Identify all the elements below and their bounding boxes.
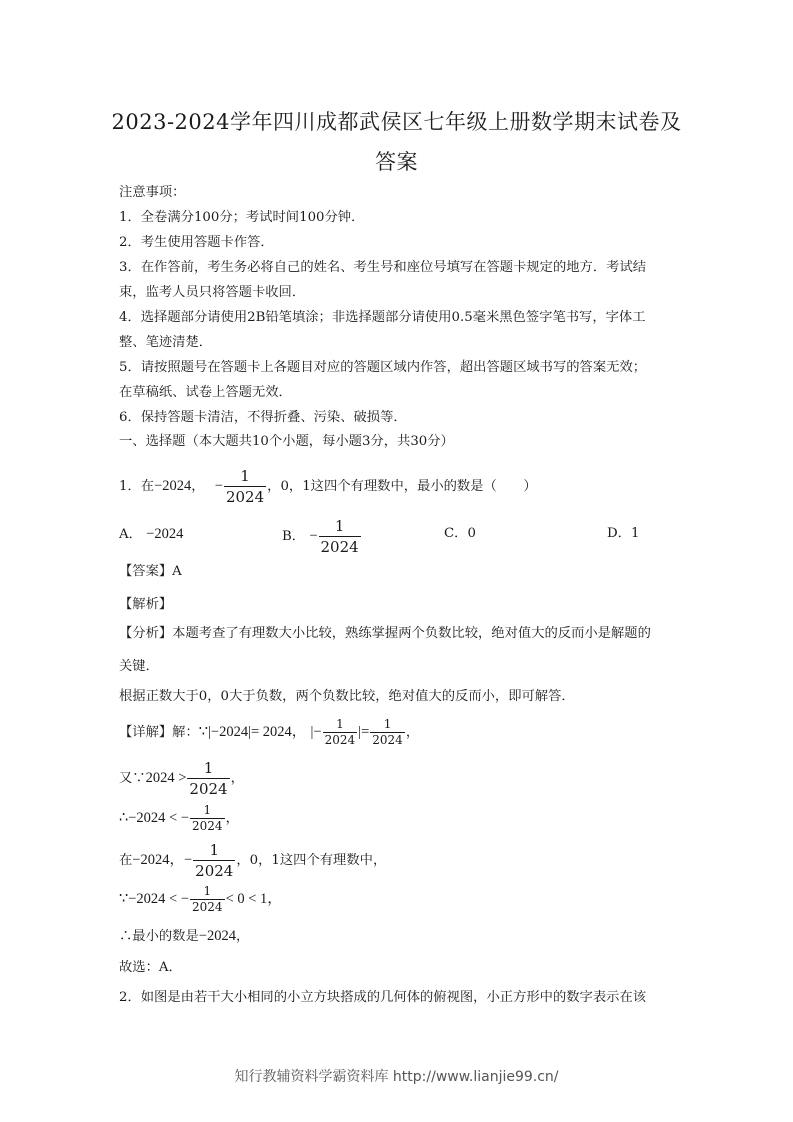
q1-fraction — [224, 466, 266, 507]
value: −2024 — [132, 852, 170, 868]
fraction-denominator: 2024 — [320, 538, 359, 556]
section-heading: 一、选择题（本大题共10个小题，每小题3分，共30分） — [119, 434, 454, 449]
separator: ，− — [169, 852, 193, 868]
fraction-numerator: 1 — [203, 884, 212, 898]
answer-line: 【答案】A — [119, 564, 182, 579]
comparison-expression: < 0 < 1， — [225, 891, 282, 907]
notice-item: 整、笔迹清楚． — [119, 335, 213, 350]
q1-prefix: 1．在 — [119, 479, 155, 494]
fraction-numerator: 1 — [240, 467, 250, 485]
document-title — [100, 102, 693, 182]
option-c: C．0 — [444, 526, 476, 541]
comma: ， — [230, 771, 244, 786]
comma: ， — [405, 725, 420, 740]
q1-suffix: ，0，1这四个有理数中，最小的数是（ ） — [267, 479, 537, 494]
option-b — [282, 516, 362, 557]
fraction-numerator: 1 — [209, 841, 220, 859]
question-2-line: 2．如图是由若干大小相同的小立方块搭成的几何体的俯视图，小正方形中的数字表示在该 — [119, 990, 647, 1005]
detail-prefix: 在 — [119, 853, 133, 868]
detail-suffix: ，0，1这四个有理数中， — [236, 853, 387, 868]
detail-fraction — [193, 840, 235, 881]
fraction-denominator: 2024 — [225, 488, 265, 506]
detail-text: ∴最小的数是 — [119, 929, 199, 944]
question-1 — [119, 466, 537, 507]
notice-item: 3．在作答前，考生务必将自己的姓名、考生号和座位号填写在答题卡规定的地方．考试结 — [119, 260, 647, 275]
title-line-2: 答案 — [375, 150, 418, 174]
q1-neg-sign: − — [214, 478, 223, 494]
detail-fraction — [187, 758, 229, 799]
q1-value: −2024 — [154, 478, 192, 494]
abs-value-expression: ∵|−2024|= 2024， — [198, 724, 307, 740]
fraction-denominator: 2024 — [372, 733, 403, 747]
fraction-denominator: 2024 — [192, 900, 223, 914]
detail-line-3 — [119, 803, 239, 834]
fraction-numerator: 1 — [203, 803, 212, 817]
detail-fraction — [323, 717, 358, 748]
option-a-label: A． — [119, 527, 142, 542]
option-a — [119, 524, 183, 545]
analysis-line: 关键． — [119, 659, 159, 674]
notice-item: 在草稿纸、试卷上答题无效． — [119, 385, 292, 400]
option-b-label: B． — [282, 529, 306, 544]
option-d: D．1 — [607, 526, 640, 541]
option-a-value: −2024 — [146, 526, 184, 542]
detail-fraction — [370, 717, 405, 748]
comma: ， — [225, 811, 239, 826]
detail-prefix: 又∵ — [119, 771, 146, 786]
fraction-denominator: 2024 — [189, 780, 228, 798]
option-b-neg: − — [309, 528, 318, 544]
detail-line-5 — [119, 884, 282, 915]
analysis-line: 【分析】本题考查了有理数大小比较，熟练掌握两个负数比较，绝对值大的反而小是解题的 — [119, 626, 651, 641]
abs-close: |= — [358, 724, 370, 740]
detail-fraction — [190, 884, 225, 915]
analysis-line: 根据正数大于0，0大于负数，两个负数比较，绝对值大的反而小，即可解答． — [119, 689, 575, 704]
fraction-numerator: 1 — [383, 717, 392, 731]
option-b-fraction — [319, 516, 361, 557]
notice-item: 4．选择题部分请使用2B铅笔填涂；非选择题部分请使用0.5毫米黑色签字笔书写，字体工 — [119, 310, 646, 325]
notice-item: 2．考生使用答题卡作答． — [119, 235, 274, 250]
comparison-expression: ∴−2024 < − — [119, 810, 190, 826]
detail-line-7: 故选：A． — [119, 960, 182, 975]
fraction-numerator: 1 — [334, 517, 345, 535]
fraction-denominator: 2024 — [324, 733, 356, 747]
notice-item: 5．请按照题号在答题卡上各题目对应的答题区域内作答，超出答题区域书写的答案无效； — [119, 360, 647, 375]
footer-watermark: 知行教辅资料学霸资料库 http://www.lianjie99.cn/ — [234, 1069, 559, 1085]
detail-line-4 — [119, 840, 386, 881]
notice-item: 6．保持答题卡清洁，不得折叠、污染、破损等． — [119, 410, 407, 425]
title-line-1: 2023-2024学年四川成都武侯区七年级上册数学期末试卷及 — [111, 110, 682, 134]
comparison-expression: 2024 > — [145, 770, 187, 786]
detail-prefix: 【详解】解： — [119, 725, 199, 740]
fraction-numerator: 1 — [203, 759, 214, 777]
fraction-denominator: 2024 — [195, 862, 234, 880]
detail-line-1 — [119, 717, 419, 748]
q1-comma: ， — [191, 479, 205, 494]
detail-fraction — [190, 803, 225, 834]
notice-item: 1．全卷满分100分；考试时间100分钟． — [119, 210, 365, 225]
value: −2024 — [198, 928, 236, 944]
analysis-heading: 【解析】 — [119, 597, 173, 612]
fraction-denominator: 2024 — [192, 819, 223, 833]
comparison-expression: ∵−2024 < − — [119, 891, 190, 907]
abs-open: |− — [310, 724, 322, 740]
detail-line-6 — [119, 926, 249, 947]
comma: ， — [235, 929, 250, 944]
fraction-numerator: 1 — [336, 717, 344, 731]
notice-heading: 注意事项： — [119, 185, 186, 200]
detail-line-2 — [119, 758, 244, 799]
notice-item: 束，监考人员只将答题卡收回． — [119, 285, 306, 300]
